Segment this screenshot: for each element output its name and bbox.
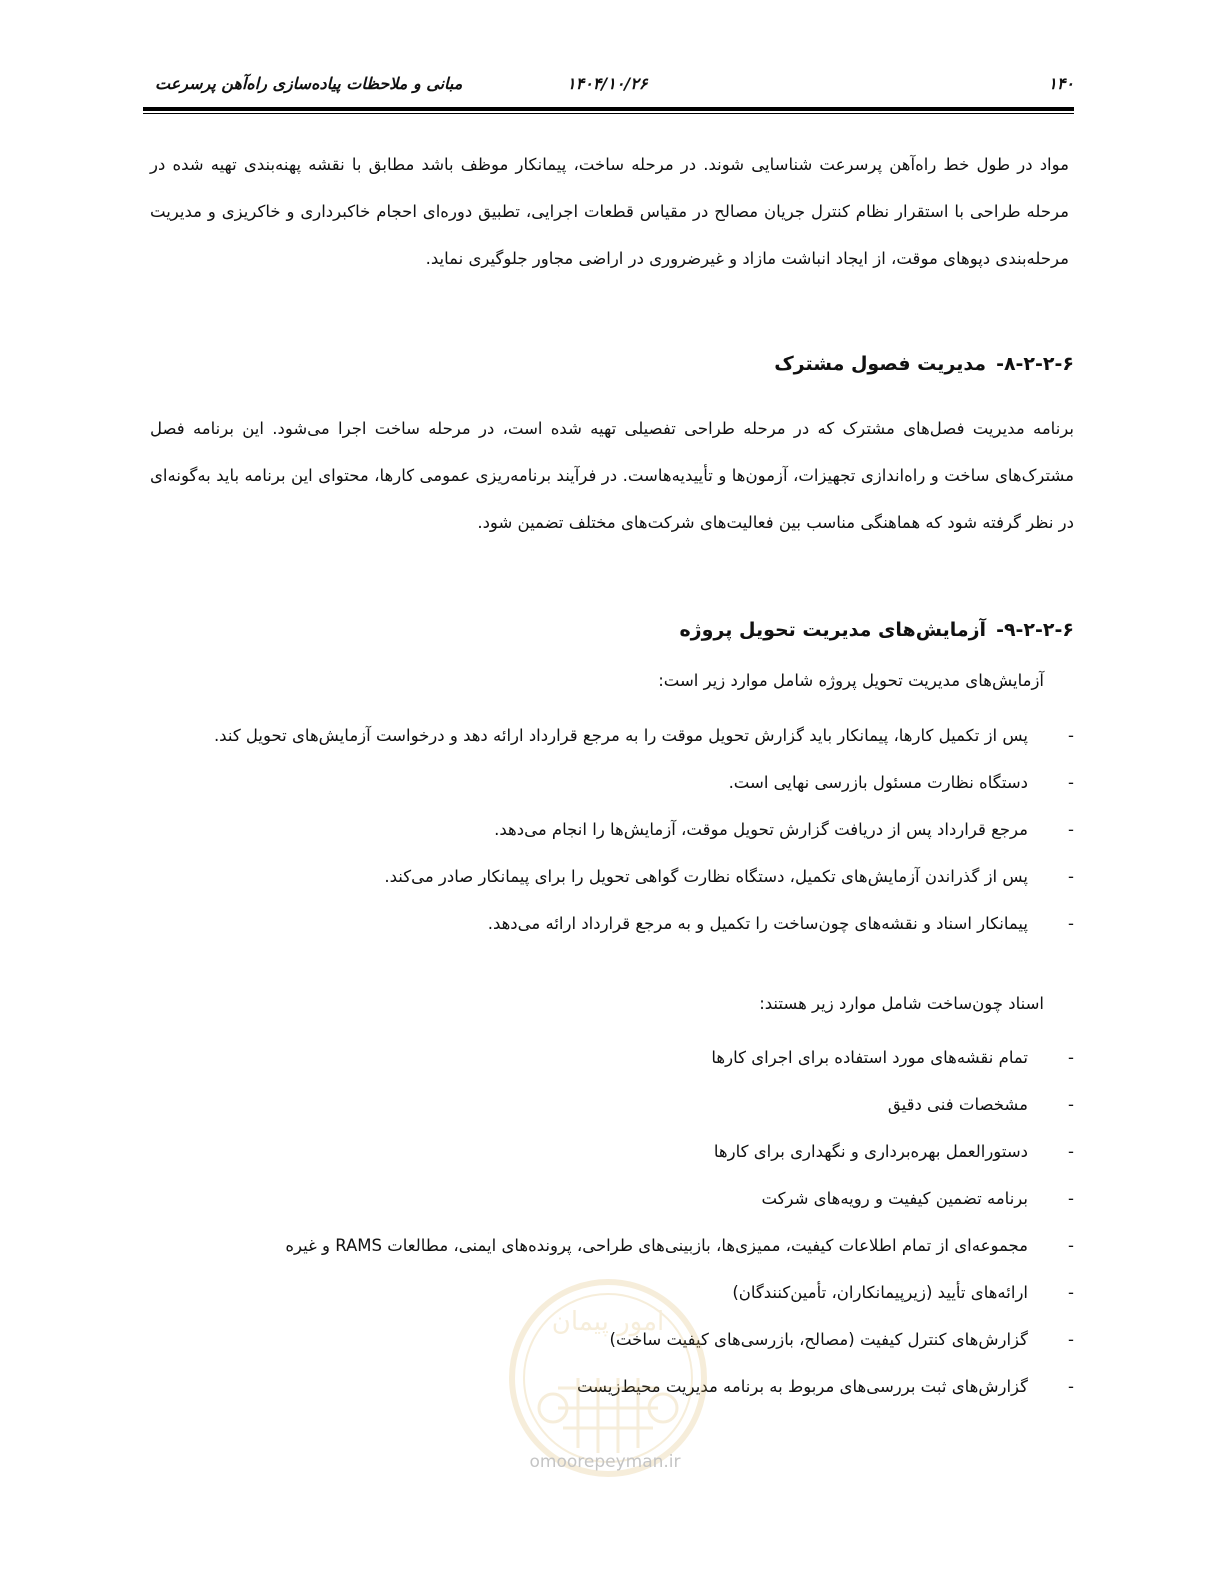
section-8-body: برنامه مدیریت فصل‌های مشترک که در مرحله طراحی تفصیلی تهیه شده است، در مرحله ساخت اجرا می‌شود. این برنامه فصل مشترک‌های ساخت و راه‌اندازی تجهیزات، آزمون‌ها و تأییدیه‌هاست. در فرآیند برنامه‌ریزی عمومی کارها، محتوای این برنامه باید به‌گونه‌ای در نظر گرفته شود که هماهنگی مناسب بین فعالیت‌های شرکت‌های مختلف تضمین شود. [150,419,1074,532]
header-date: ۱۴۰۴/۱۰/۲۶ [567,74,648,93]
list-item: - گزارش‌های ثبت بررسی‌های مربوط به برنامه مدیریت محیط‌زیست [142,1363,1074,1410]
section-9-intro: آزمایش‌های مدیریت تحویل پروژه شامل موارد زیر است: [658,671,1044,690]
section-8-title: مدیریت فصول مشترک [774,353,987,375]
header-title: مبانی و ملاحظات پیاده‌سازی راه‌آهن پرسرعت [155,74,463,93]
header-rule-thick [143,107,1074,111]
section-9-title: آزمایش‌های مدیریت تحویل پروژه [679,619,987,641]
list-item: - مجموعه‌ای از تمام اطلاعات کیفیت، ممیزی‌ها، بازبینی‌های طراحی، پرونده‌های ایمنی، مطالعات RAMS و غیره [142,1222,1074,1269]
header-rule-thin [143,113,1074,114]
list-item: - برنامه تضمین کیفیت و رویه‌های شرکت [142,1175,1074,1222]
svg-text:امور پیمان: امور پیمان [551,1307,665,1337]
page-header [155,72,1074,106]
watermark-url: omoorepeyman.ir [529,1452,681,1472]
page-number: ۱۴۰ [1048,74,1074,93]
list-item: - ارائه‌های تأیید (زیرپیمانکاران، تأمین‌کنندگان) [142,1269,1074,1316]
list-item: - پس از تکمیل کارها، پیمانکار باید گزارش تحویل موقت را به مرجع قرارداد ارائه دهد و درخواست آزمایش‌های تحویل کند. [142,712,1074,759]
section-8-number: ۸-۲-۲-۶- [996,353,1074,375]
paragraph-top: مواد در طول خط راه‌آهن پرسرعت شناسایی شوند. در مرحله ساخت، پیمانکار موظف باشد مطابق با نقشه پهنه‌بندی تهیه شده در مرحله طراحی با استقرار نظام کنترل جریان مصالح در مقیاس قطعات اجرایی، تطبیق دوره‌ای احجام خاکبرداری و خاکریزی و مدیریت مرحله‌بندی دپوهای موقت، از ایجاد انباشت مازاد و غیرضروری در اراضی مجاور جلوگیری نماید. [150,155,1069,268]
section-9-number: ۹-۲-۲-۶- [996,619,1074,641]
list-item: - گزارش‌های کنترل کیفیت (مصالح، بازرسی‌های کیفیت ساخت) [142,1316,1074,1363]
list-item: - پیمانکار اسناد و نقشه‌های چون‌ساخت را تکمیل و به مرجع قرارداد ارائه می‌دهد. [142,900,1074,947]
list-item: - مرجع قرارداد پس از دریافت گزارش تحویل موقت، آزمایش‌ها را انجام می‌دهد. [142,806,1074,853]
as-built-documents-list [142,1034,1074,1410]
section-9-heading [679,619,1074,641]
as-built-intro: اسناد چون‌ساخت شامل موارد زیر هستند: [759,994,1044,1013]
list-item: - پس از گذراندن آزمایش‌های تکمیل، دستگاه نظارت گواهی تحویل را برای پیمانکار صادر می‌کند. [142,853,1074,900]
delivery-tests-list [142,712,1074,947]
list-item: - دستگاه نظارت مسئول بازرسی نهایی است. [142,759,1074,806]
section-8-heading [774,353,1074,375]
list-item: - دستورالعمل بهره‌برداری و نگهداری برای کارها [142,1128,1074,1175]
list-item: - مشخصات فنی دقیق [142,1081,1074,1128]
list-item: - تمام نقشه‌های مورد استفاده برای اجرای کارها [142,1034,1074,1081]
